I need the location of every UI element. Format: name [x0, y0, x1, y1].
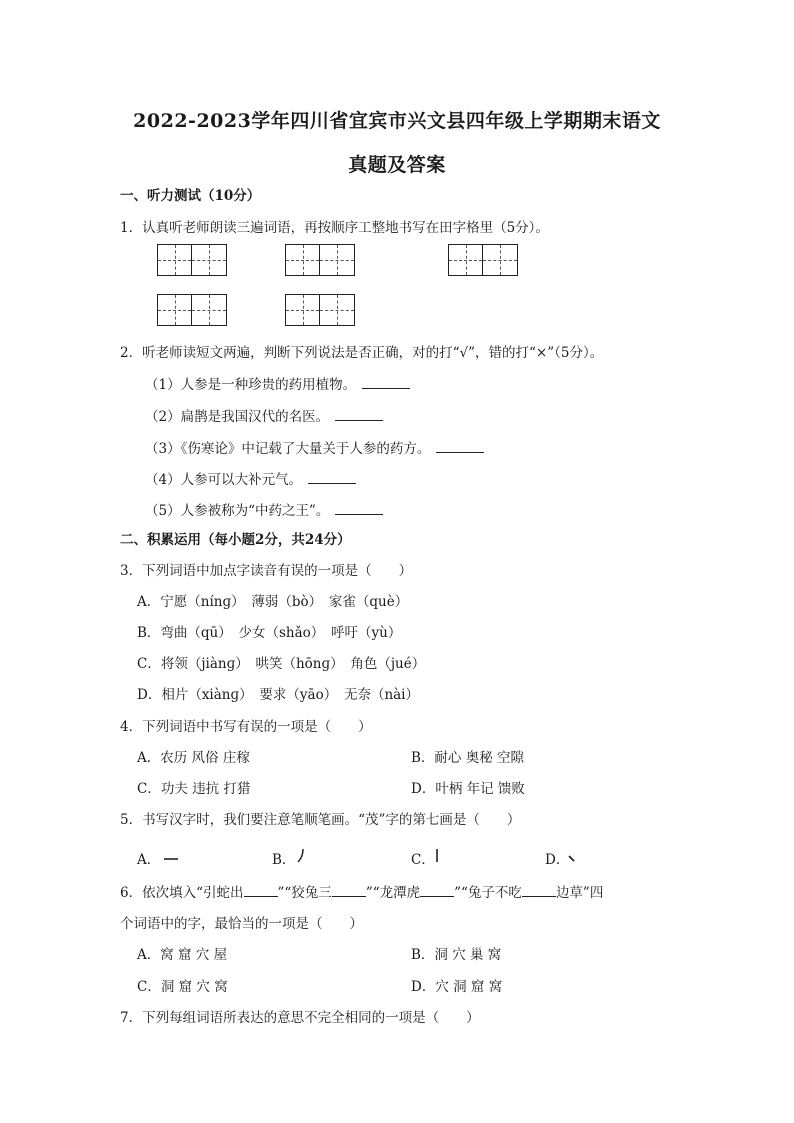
question-4: 4．下列词语中书写有误的一项是（ ）	[120, 719, 372, 735]
question-3: 3．下列词语中加点字读音有误的一项是（ ）	[120, 563, 413, 579]
q6-option-d: D．穴 洞 窟 窝	[411, 979, 503, 995]
answer-blank	[436, 440, 484, 453]
q5-option-b-label: B．	[272, 852, 296, 868]
question-2: 2．听老师读短文两遍，判断下列说法是否正确，对的打“√”，错的打“×”（5分）。	[120, 345, 604, 361]
q2-item-4-text: （4）人参可以大补元气。	[145, 472, 303, 488]
tianzige-grid-1	[157, 244, 227, 276]
document-title-line2: 真题及答案	[348, 154, 446, 176]
tianzige-grid-2	[285, 244, 355, 276]
question-1: 1．认真听老师朗读三遍词语，再按顺序工整地书写在田字格里（5分）。	[120, 220, 549, 236]
document-title-line1: 2022-2023学年四川省宜宾市兴文县四年级上学期期末语文	[133, 110, 661, 132]
q2-item-5-text: （5）人参被称为“中药之王”。	[145, 503, 330, 519]
section2-heading: 二、积累运用（每小题2分，共24分）	[120, 532, 351, 548]
q5-option-a	[137, 852, 160, 868]
q5-option-c-label: C．	[411, 852, 435, 868]
q2-item-2	[145, 408, 383, 425]
tianzige-grid-4	[157, 294, 227, 326]
fill-blank	[244, 884, 278, 897]
q2-item-3-text: （3）《伤寒论》中记载了大量关于人参的药方。	[145, 441, 431, 457]
stroke-shu-icon	[434, 848, 440, 864]
answer-blank	[362, 376, 410, 389]
section1-heading: 一、听力测试（10分）	[120, 188, 261, 204]
question-5: 5．书写汉字时，我们要注意笔顺笔画。“茂”字的第七画是（ ）	[120, 812, 521, 828]
q5-option-c	[411, 852, 435, 868]
q2-item-3	[145, 440, 484, 457]
q6-part-1: 6．依次填入“引蛇出	[120, 885, 244, 901]
stroke-pie-icon	[296, 848, 306, 864]
q4-option-b: B．耐心 奥秘 空隙	[411, 750, 525, 766]
stroke-dian-icon	[567, 854, 577, 864]
q5-option-d-label: D．	[545, 852, 570, 868]
q3-option-c: C．将领（jiànɡ） 哄笑（hōnɡ） 角色（jué）	[137, 656, 426, 672]
q5-option-b	[272, 852, 295, 868]
q6-option-b: B．洞 穴 巢 窝	[411, 947, 502, 963]
q3-option-b: B．弯曲（qū） 少女（shǎo） 呼吁（yù）	[137, 625, 402, 641]
fill-blank	[332, 884, 366, 897]
tianzige-grid-5	[285, 294, 355, 326]
q5-option-a-label: A．	[137, 852, 161, 868]
question-7: 7．下列每组词语所表达的意思不完全相同的一项是（ ）	[120, 1010, 480, 1026]
answer-blank	[335, 502, 383, 515]
stroke-heng-icon	[163, 852, 179, 866]
q6-part-4: ”“兔子不吃	[454, 885, 522, 901]
fill-blank	[420, 884, 454, 897]
q4-option-c: C．功夫 违抗 打猎	[137, 781, 251, 797]
q2-item-1	[145, 376, 410, 393]
q6-part-3: ”“龙潭虎	[365, 885, 421, 901]
question-6-line2: 个词语中的字，最恰当的一项是（ ）	[120, 916, 363, 932]
fill-blank	[522, 884, 556, 897]
tianzige-grid-3	[448, 244, 518, 276]
q4-option-d: D．叶柄 年记 馈败	[411, 781, 525, 797]
q6-part-2: ”“狡兔三	[277, 885, 332, 901]
answer-blank	[335, 408, 383, 421]
q5-option-d	[545, 852, 569, 868]
q6-part-5: 边草”四	[555, 885, 604, 901]
q6-option-a: A．窝 窟 穴 屋	[137, 947, 228, 963]
q2-item-1-text: （1）人参是一种珍贵的药用植物。	[145, 377, 357, 393]
q2-item-4	[145, 471, 356, 488]
q2-item-5	[145, 502, 383, 519]
answer-blank	[308, 471, 356, 484]
q4-option-a: A．农历 风俗 庄稼	[137, 750, 250, 766]
question-6	[120, 884, 603, 901]
q2-item-2-text: （2）扁鹊是我国汉代的名医。	[145, 409, 330, 425]
q3-option-d: D．相片（xiànɡ） 要求（yāo） 无奈（nài）	[137, 687, 420, 703]
q3-option-a: A．宁愿（nínɡ） 薄弱（bò） 家雀（què）	[137, 594, 409, 610]
q6-option-c: C．洞 窟 穴 窝	[137, 979, 228, 995]
